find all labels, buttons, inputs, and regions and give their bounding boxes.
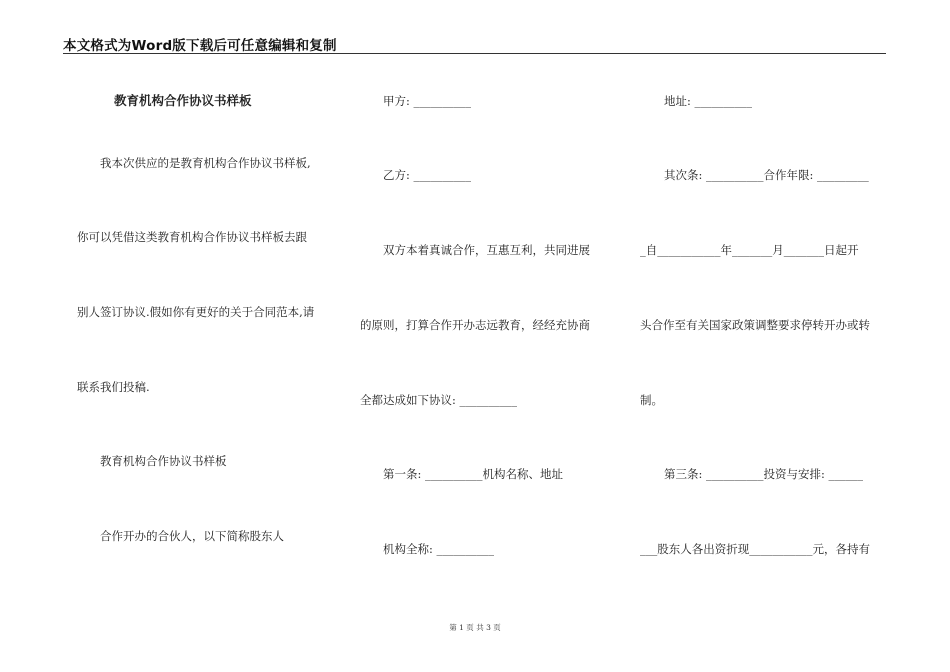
paragraph-line: 你可以凭借这类教育机构合作协议书样板去跟 — [77, 230, 307, 244]
paragraph-line: 双方本着真诚合作，互惠互利，共同进展 — [383, 243, 590, 257]
article-three-line: 第三条: __________投资与安排: ______ — [664, 467, 864, 481]
paragraph-line: _自___________年_______月_______日起开 — [640, 243, 859, 257]
paragraph-line: 联系我们投稿. — [77, 380, 150, 394]
document-header: 本文格式为Word版下载后可任意编辑和复制 — [63, 38, 337, 54]
party-a-field: 甲方: __________ — [383, 94, 472, 108]
paragraph-line: 全都达成如下协议: __________ — [360, 393, 518, 407]
section-heading: 教育机构合作协议书样板 — [100, 454, 227, 468]
paragraph-line: 头合作至有关国家政策调整要求停转开办或转 — [640, 318, 870, 332]
header-divider — [63, 53, 886, 54]
paragraph-line: 的原则，打算合作开办志远教育，经经充协商 — [360, 318, 590, 332]
page-number: 第 1 页 共 3 页 — [449, 623, 501, 632]
document-title: 教育机构合作协议书样板 — [114, 93, 252, 108]
paragraph-line: 合作开办的合伙人，以下简称股东人 — [100, 529, 284, 543]
institution-name-field: 机构全称: __________ — [383, 542, 495, 556]
paragraph-line: ___股东人各出资折现___________元，各持有 — [640, 542, 870, 556]
article-one-line: 第一条: __________机构名称、地址 — [383, 467, 564, 481]
article-two-line: 其次条: __________合作年限: _________ — [664, 168, 869, 182]
paragraph-line: 别人签订协议.假如你有更好的关于合同范本,请 — [77, 305, 315, 319]
paragraph-line: 我本次供应的是教育机构合作协议书样板, — [100, 156, 311, 170]
party-b-field: 乙方: __________ — [383, 168, 472, 182]
address-field: 地址: __________ — [664, 94, 753, 108]
paragraph-line: 制。 — [640, 393, 663, 407]
